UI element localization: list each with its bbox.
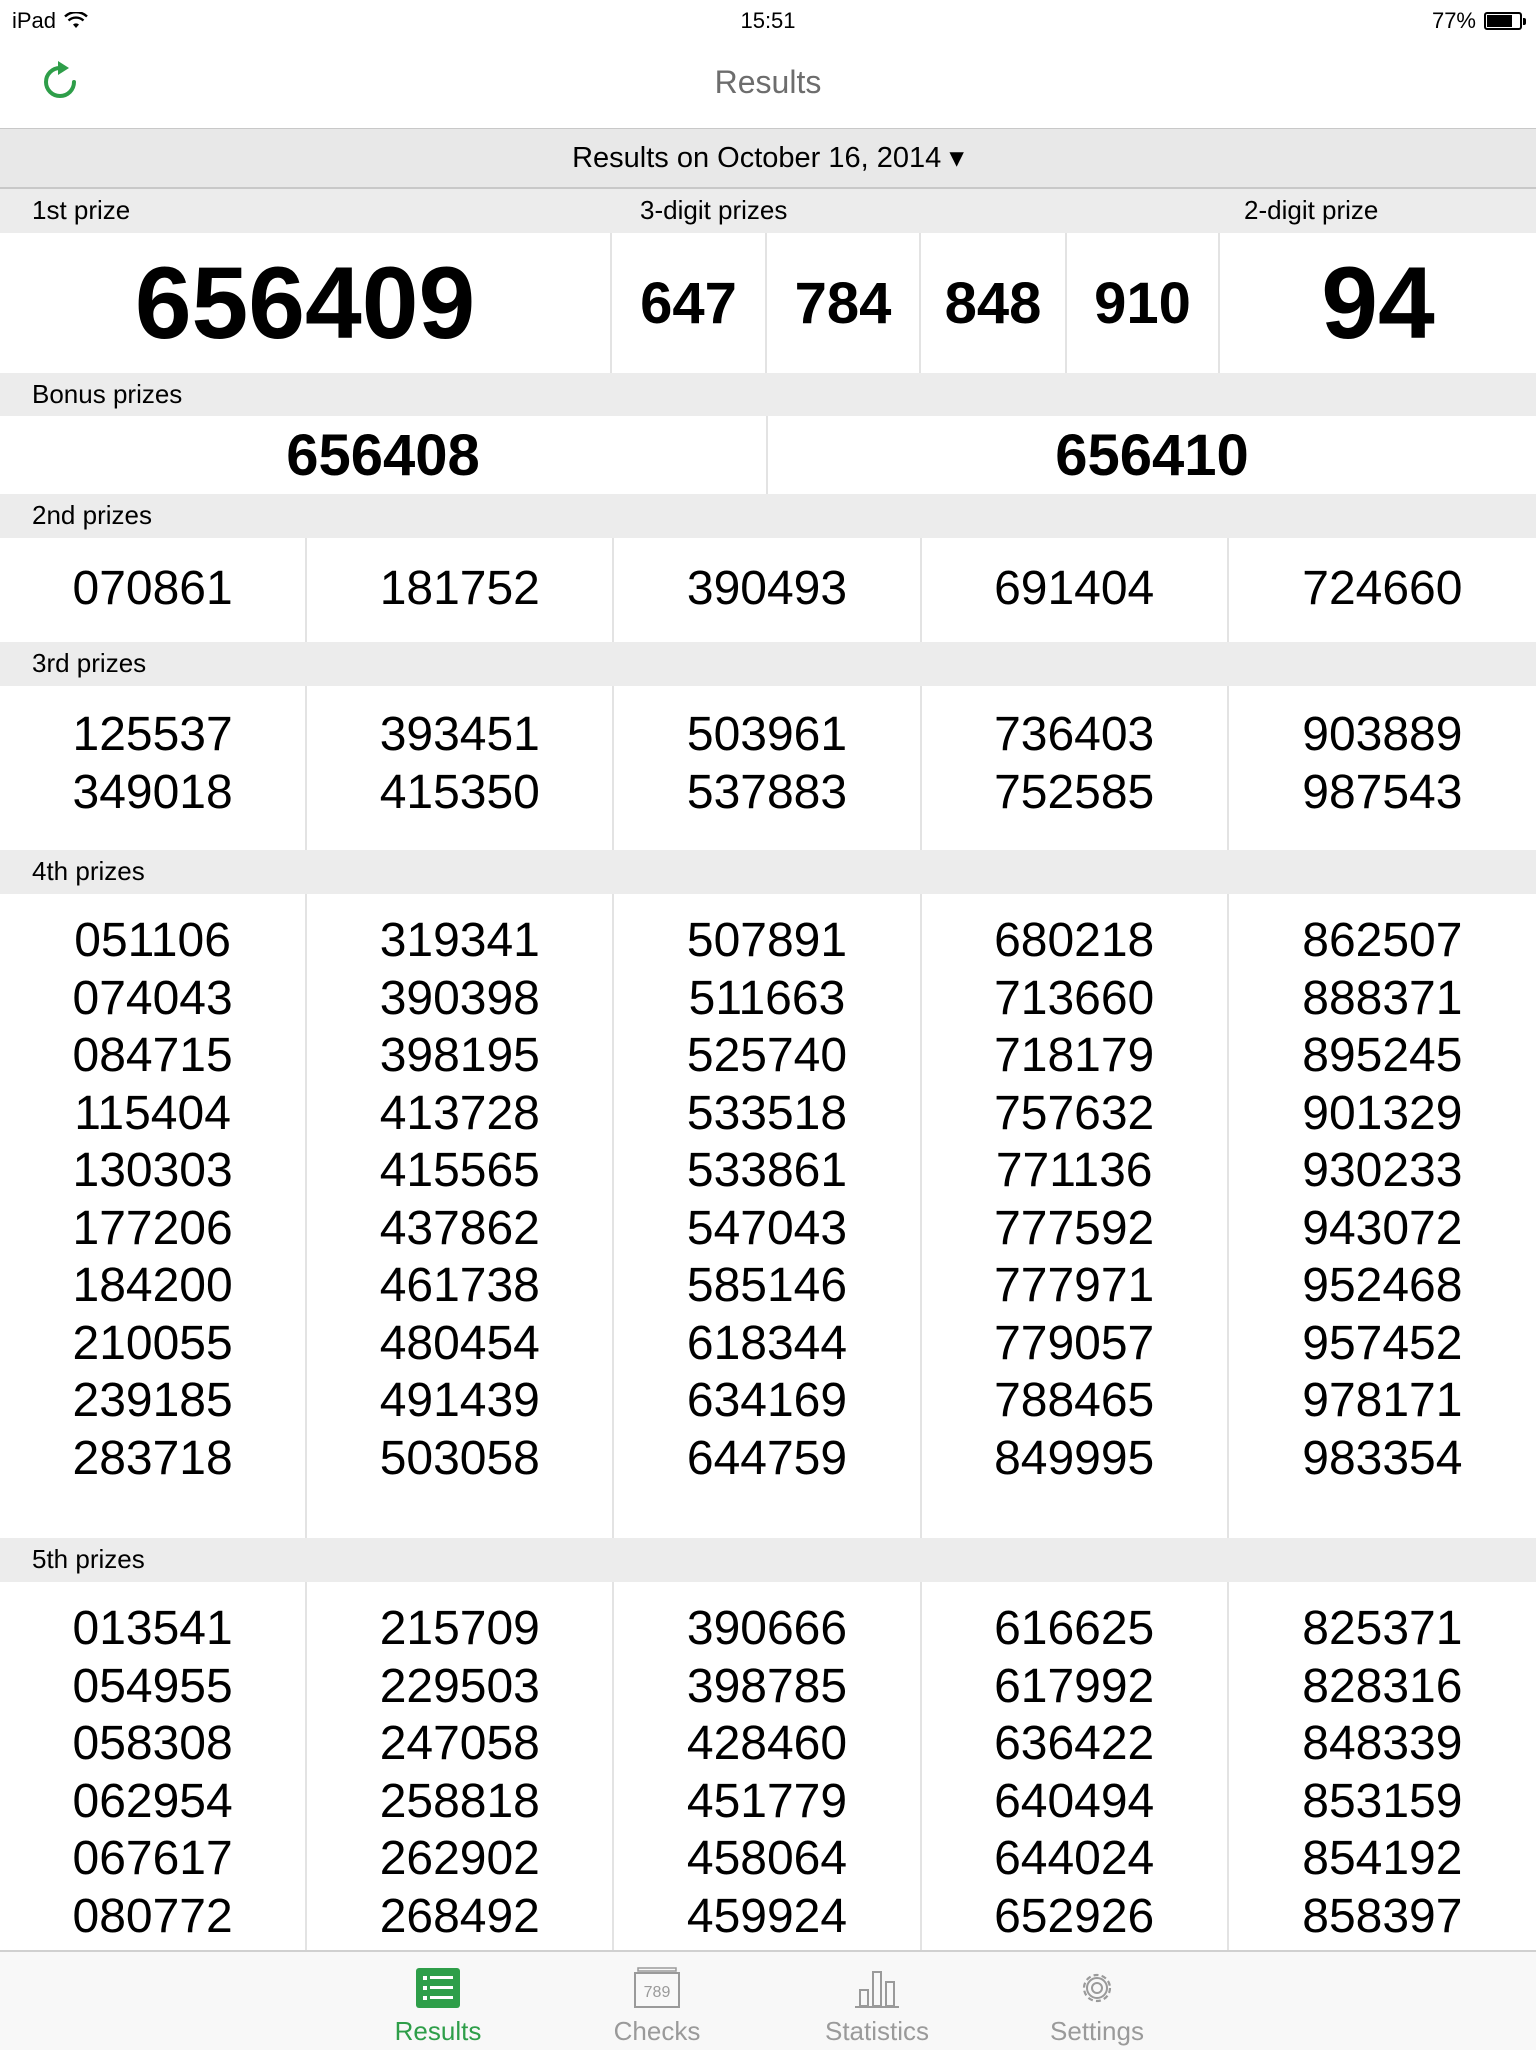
prize-column [1229,894,1536,1538]
prize-number: 779057 [994,1316,1155,1370]
prize-number: 080772 [72,1889,233,1943]
tab-label: Results [394,2016,482,2046]
prize-column [307,686,614,850]
prize-number: 480454 [379,1316,540,1370]
prize-column [922,538,1229,642]
tab-label: Checks [613,2016,701,2046]
prize-number: 680218 [994,914,1155,967]
prize-number: 777971 [994,1259,1155,1312]
prize-number: 862507 [1302,914,1463,967]
prize-number: 491439 [379,1374,540,1427]
tab-checks[interactable] [577,1966,737,2047]
fourth-prizes-grid [0,894,1536,1538]
prize-column [614,894,921,1538]
status-bar [0,0,1536,40]
bonus-number: 656410 [1055,422,1249,488]
status-time: 15:51 [740,8,796,33]
prize-number: 901329 [1302,1086,1463,1140]
bonus-header [0,373,1536,416]
prize-column [614,686,921,850]
prize-number: 415565 [379,1144,540,1197]
prize-number: 987543 [1302,765,1463,819]
prize-number: 903889 [1302,708,1463,761]
prize-number: 943072 [1302,1201,1463,1255]
prize-number: 888371 [1302,971,1463,1025]
prize-number: 239185 [72,1374,233,1427]
gear-icon [1075,1966,1119,2010]
prize-number: 451779 [686,1774,848,1828]
third-prizes-header [0,642,1536,686]
prize-number: 777592 [994,1201,1155,1255]
prize-number: 130303 [72,1144,233,1197]
prize-number: 617992 [994,1659,1155,1713]
three-digit-number: 910 [1067,233,1220,373]
prize-number: 895245 [1302,1029,1463,1082]
prize-number: 533518 [686,1086,848,1140]
battery-percent: 77% [1431,8,1476,33]
prize-number: 177206 [72,1201,233,1255]
first-prize-number: 656409 [0,233,612,373]
prize-number: 390666 [686,1602,848,1655]
bonus-row [0,416,1536,494]
prize-column [307,894,614,1538]
tab-settings[interactable] [1017,1966,1177,2047]
prize-number: 415350 [379,765,540,819]
prize-number: 957452 [1302,1316,1463,1370]
prize-column [614,1582,921,1950]
prize-number: 752585 [994,765,1155,819]
prize-number: 074043 [72,971,233,1025]
fourth-prizes-header [0,850,1536,894]
prize-column [922,1582,1229,1950]
date-selector-label[interactable]: Results on October 16, 2014 ▾ [572,142,964,174]
prize-number: 210055 [72,1316,233,1370]
three-digit-number: 848 [921,233,1067,373]
ticket-icon-text: 789 [643,1984,671,2001]
tab-label: Settings [1050,2016,1144,2046]
prize-number: 125537 [72,708,233,761]
prize-number: 413728 [379,1086,540,1140]
three-digit-number: 647 [612,233,767,373]
prize-number: 983354 [1302,1431,1463,1485]
tab-bar [0,1950,1536,2050]
prize-number: 262902 [379,1832,540,1885]
third-prizes-label: 3rd prizes [32,648,147,678]
top-prizes-row [0,233,1536,373]
prize-column [1229,686,1536,850]
prize-number: 184200 [72,1259,233,1312]
prize-number: 115404 [74,1086,231,1140]
prize-number: 652926 [994,1889,1155,1943]
second-prizes-grid [0,538,1536,642]
second-prizes-header [0,494,1536,538]
prize-number: 978171 [1302,1374,1463,1427]
battery-icon [1484,12,1522,30]
first-prize-label: 1st prize [32,195,131,225]
prize-number: 398195 [379,1029,540,1082]
prize-number: 634169 [686,1374,848,1427]
prize-number: 858397 [1302,1889,1463,1943]
prize-number: 051106 [74,914,231,967]
prize-column [922,686,1229,850]
prize-number: 828316 [1302,1659,1463,1713]
prize-column [307,538,614,642]
bar-chart-icon [855,1968,899,2008]
prize-number: 507891 [686,914,848,967]
bonus-label: Bonus prizes [32,379,183,409]
prize-number: 718179 [994,1029,1155,1082]
ticket-icon [634,1967,680,2009]
prize-number: 691404 [994,562,1155,615]
prize-column [1229,1582,1536,1950]
prize-number: 533861 [686,1144,848,1197]
prize-number: 319341 [379,914,540,967]
prize-number: 062954 [72,1774,233,1828]
prize-number: 283718 [72,1431,233,1485]
prize-number: 788465 [994,1374,1155,1427]
prize-column [0,538,307,642]
prize-number: 013541 [72,1602,233,1655]
prize-number: 771136 [995,1144,1153,1197]
prize-number: 428460 [686,1717,848,1770]
prize-number: 547043 [686,1201,848,1255]
prize-number: 437862 [379,1201,540,1255]
prize-number: 736403 [994,708,1155,761]
prize-number: 644759 [686,1431,848,1485]
prize-number: 229503 [379,1659,540,1713]
prize-number: 825371 [1302,1602,1463,1655]
prize-number: 084715 [72,1029,233,1082]
prize-number: 398785 [686,1659,848,1713]
prize-number: 640494 [994,1774,1155,1828]
prize-number: 247058 [379,1717,540,1770]
prize-number: 268492 [379,1889,540,1943]
prize-column [0,686,307,850]
prize-number: 070861 [72,562,233,615]
prize-column [0,894,307,1538]
prize-number: 503961 [686,708,848,761]
prize-number: 616625 [994,1602,1155,1655]
prize-column [614,538,921,642]
prize-number: 854192 [1302,1832,1463,1885]
prize-number: 930233 [1302,1144,1463,1197]
prize-number: 511663 [688,971,846,1025]
prize-column [1229,538,1536,642]
prize-number: 537883 [686,765,848,819]
second-prizes-label: 2nd prizes [32,500,152,530]
prize-number: 724660 [1302,562,1463,615]
prize-number: 618344 [686,1316,848,1370]
prize-number: 054955 [72,1659,233,1713]
navigation-bar [0,40,1536,129]
date-selector[interactable] [0,129,1536,189]
prize-number: 181752 [379,562,540,615]
bonus-number: 656408 [0,416,768,494]
prize-number: 058308 [72,1717,233,1770]
prize-number: 757632 [994,1086,1155,1140]
prize-number: 390398 [379,971,540,1025]
fifth-prizes-label: 5th prizes [32,1544,145,1574]
prize-number: 525740 [686,1029,848,1082]
fourth-prizes-label: 4th prizes [32,856,145,886]
prize-column [0,1582,307,1950]
prize-number: 849995 [994,1431,1155,1485]
prize-number: 585146 [686,1259,848,1312]
prize-number: 461738 [379,1259,540,1312]
prize-number: 644024 [994,1832,1155,1885]
prize-number: 067617 [72,1832,233,1885]
fifth-prizes-grid [0,1582,1536,1950]
prize-column [922,894,1229,1538]
three-digit-number: 784 [767,233,921,373]
fifth-prizes-header [0,1538,1536,1582]
tab-results[interactable] [358,1966,518,2047]
tab-statistics[interactable] [797,1966,957,2047]
prize-number: 503058 [379,1431,540,1485]
prize-number: 459924 [686,1889,848,1943]
list-icon [416,1968,460,2008]
top-prizes-header [0,189,1536,233]
prize-number: 390493 [686,562,848,615]
prize-column [307,1582,614,1950]
prize-number: 393451 [379,708,540,761]
prize-number: 349018 [72,765,233,819]
two-digit-number: 94 [1321,245,1435,360]
prize-number: 258818 [379,1774,540,1828]
three-digit-label: 3-digit prizes [640,195,788,225]
tab-label: Statistics [824,2016,930,2046]
prize-number: 853159 [1302,1774,1463,1828]
prize-number: 458064 [686,1832,848,1885]
prize-number: 713660 [994,971,1155,1025]
third-prizes-grid [0,686,1536,850]
device-name: iPad [12,8,57,33]
two-digit-label: 2-digit prize [1244,195,1379,225]
page-title: Results [714,64,822,100]
prize-number: 636422 [994,1717,1155,1770]
prize-number: 952468 [1302,1259,1463,1312]
prize-number: 848339 [1302,1717,1463,1770]
prize-number: 215709 [379,1602,540,1655]
battery-fill [1487,15,1512,27]
